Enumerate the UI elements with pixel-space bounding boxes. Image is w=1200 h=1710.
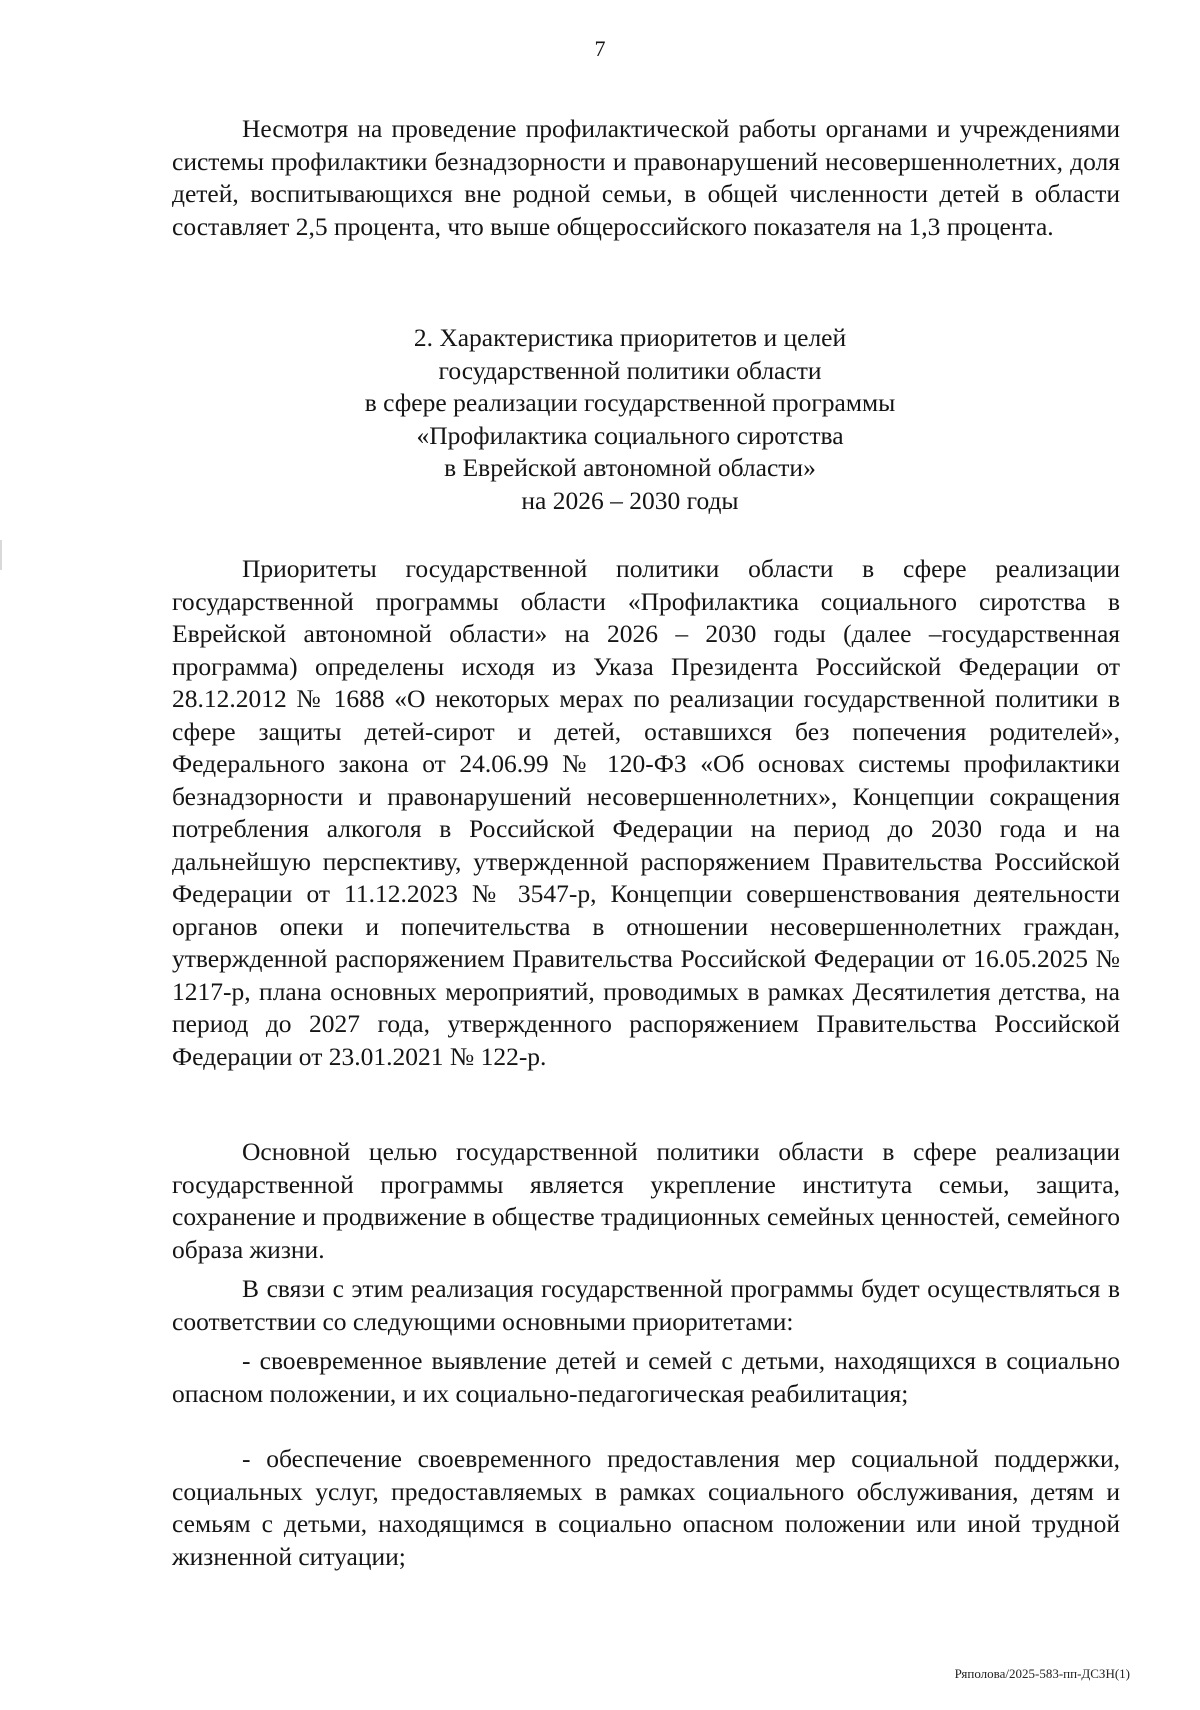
paragraph-main-goal: Основной целью государственной политики области в сфере реализации государственной программы является укрепление института семьи, защита, сохранение и продвижение в обществе традиционных семейных ценностей, семейного образа жизни.	[172, 1137, 1120, 1264]
heading-line-5: в Еврейской автономной области»	[444, 453, 816, 482]
scan-edge-mark	[0, 540, 2, 570]
heading-line-1: 2. Характеристика приоритетов и целей	[413, 323, 847, 352]
heading-line-6: на 2026 – 2030 годы	[521, 485, 739, 515]
paragraph-in-connection: В связи с этим реализация государственной программы будет осуществляться в соответствии со следующими основными приоритетами:	[172, 1274, 1120, 1336]
list-item-bullet-1: - своевременное выявление детей и семей с детьми, находящихся в социально опасном положении, и их социально-педагогическая реабилитация;	[172, 1346, 1120, 1408]
paragraph-intro: Несмотря на проведение профилактической работы органами и учреждениями системы профилактики безнадзорности и правонарушений несовершеннолетних, доля детей, воспитывающихся вне родной семьи, в общей численности детей в области составляет 2,5 процента, что выше общероссийского показателя на 1,3 процента.	[172, 114, 1120, 241]
page-number: 7	[594, 36, 606, 61]
paragraph-priorities: Приоритеты государственной политики области в сфере реализации государственной программы области «Профилактика социального сиротства в Еврейской автономной области» на 2026 – 2030 годы (далее –государственная программа) определены исходя из Указа Президента Российской Федерации от 28.12.2012 № 1688 «О некоторых мерах по реализации государственной политики в сфере защиты детей-сирот и детей, оставшихся без попечения родителей», Федерального закона от 24.06.99 № 120-ФЗ «Об основах системы профилактики безнадзорности и правонарушений несовершеннолетних», Концепции сокращения потребления алкоголя в Российской Федерации на период до 2030 года и на дальнейшую перспективу, утвержденной распоряжением Правительства Российской Федерации от 11.12.2023 № 3547-р, Концепции совершенствования деятельности органов опеки и попечительства в отношении несовершеннолетних граждан, утвержденной распоряжением Правительства Российской Федерации от 16.05.2025 № 1217-р, плана основных мероприятий, проводимых в рамках Десятилетия детства, на период до 2027 года, утвержденного распоряжением Правительства Российской Федерации от 23.01.2021 № 122-р.	[172, 554, 1120, 1071]
list-item-bullet-2: - обеспечение своевременного предоставления мер социальной поддержки, социальных услуг, предоставляемых в рамках социального обслуживания, детям и семьям с детьми, находящимся в социально опасном положении или иной трудной жизненной ситуации;	[172, 1444, 1120, 1571]
heading-line-4: «Профилактика социального сиротства	[416, 420, 844, 450]
heading-line-3: в сфере реализации государственной программы	[364, 388, 896, 417]
document-footer-code: Ряполова/2025-583-пп-ДСЗН(1)	[954, 1666, 1130, 1681]
section-heading	[250, 322, 1010, 517]
heading-line-2: государственной политики области	[438, 355, 822, 385]
